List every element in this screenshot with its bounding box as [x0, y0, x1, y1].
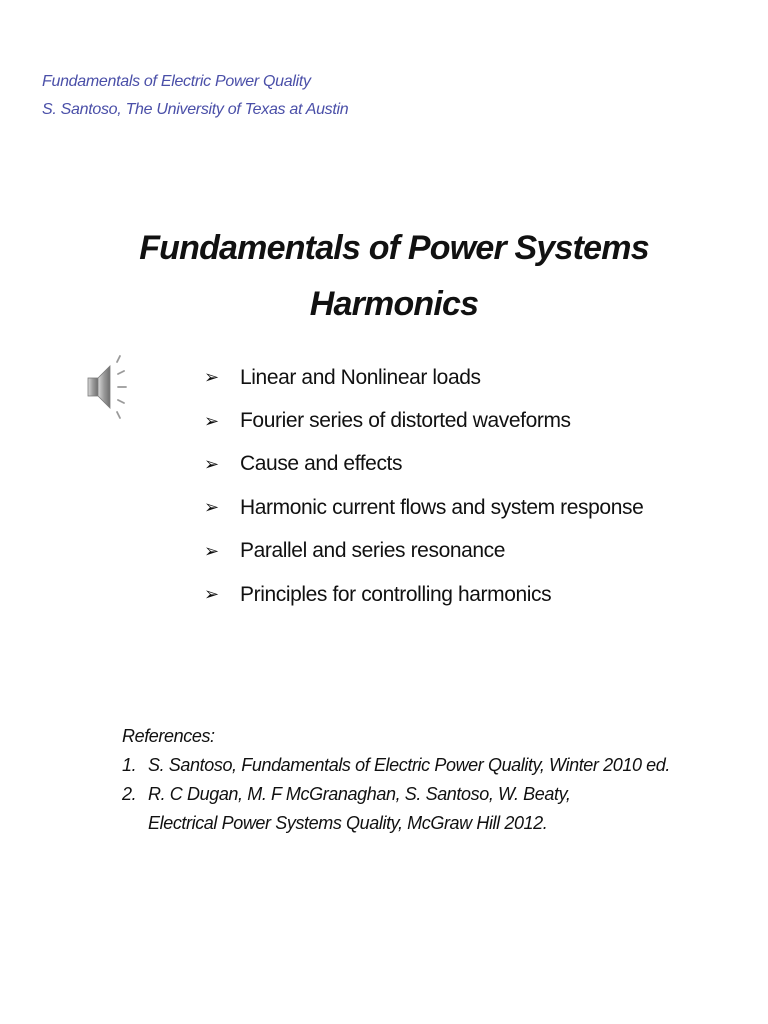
author-affiliation: S. Santoso, The University of Texas at Austin [42, 101, 349, 118]
list-item [204, 486, 643, 529]
course-title: Fundamentals of Electric Power Quality [42, 73, 311, 90]
slide-title [0, 220, 768, 332]
reference-item [122, 751, 670, 780]
references-section [122, 722, 670, 838]
arrow-bullet-icon: ➢ [204, 410, 219, 431]
list-item-label: Cause and effects [240, 452, 403, 476]
list-item-label: Fourier series of distorted waveforms [240, 409, 571, 433]
list-item [204, 356, 643, 399]
list-item-label: Harmonic current flows and system response [240, 495, 644, 519]
arrow-bullet-icon: ➢ [204, 367, 219, 388]
reference-number: 1. [122, 755, 137, 775]
arrow-bullet-icon: ➢ [204, 497, 219, 518]
reference-text: Electrical Power Systems Quality, McGraw Hill 2012. [148, 813, 548, 833]
list-item [204, 573, 643, 616]
list-item [204, 443, 643, 486]
topic-list [204, 356, 643, 616]
arrow-bullet-icon: ➢ [204, 584, 219, 605]
reference-number: 2. [122, 784, 137, 804]
title-line-2: Harmonics [309, 285, 479, 323]
slide-header [42, 68, 348, 124]
list-item-label: Principles for controlling harmonics [240, 582, 552, 606]
reference-text: R. C Dugan, M. F McGranaghan, S. Santoso, W. Beaty, [148, 784, 571, 804]
list-item-label: Linear and Nonlinear loads [240, 365, 481, 389]
list-item [204, 399, 643, 442]
speaker-icon[interactable] [84, 352, 132, 422]
title-line-1: Fundamentals of Power Systems [139, 229, 649, 267]
reference-text: S. Santoso, Fundamentals of Electric Power Quality, Winter 2010 ed. [148, 755, 670, 775]
arrow-bullet-icon: ➢ [204, 540, 219, 561]
references-heading: References: [122, 726, 215, 746]
list-item [204, 530, 643, 573]
arrow-bullet-icon: ➢ [204, 453, 219, 474]
reference-item [122, 780, 670, 809]
list-item-label: Parallel and series resonance [240, 539, 506, 563]
